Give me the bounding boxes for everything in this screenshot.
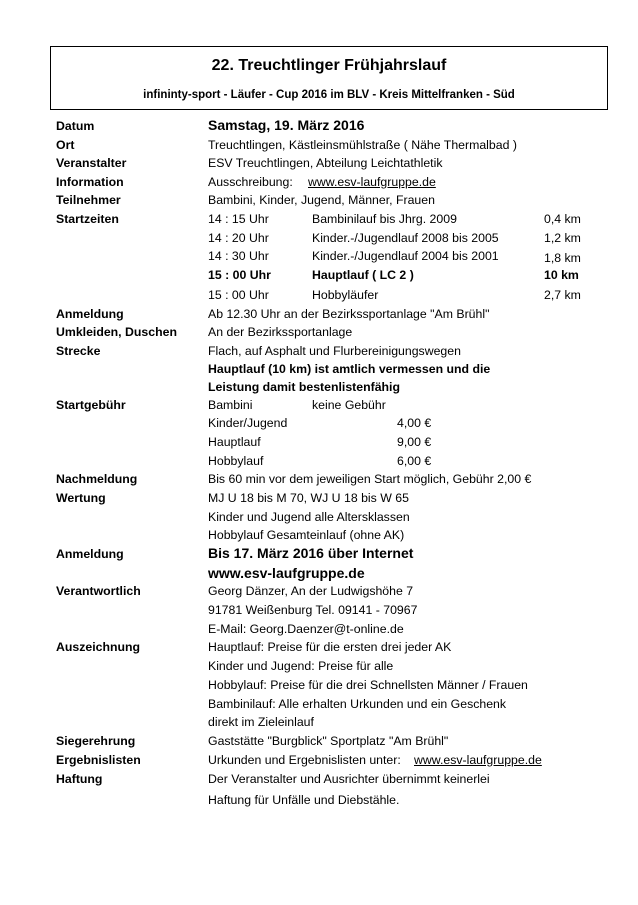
label-verantwortlich: Verantwortlich <box>56 584 141 598</box>
start-time: 14 : 15 Uhr <box>208 212 269 226</box>
label-veranstalter: Veranstalter <box>56 156 127 170</box>
label-information: Information <box>56 175 124 189</box>
label-teilnehmer: Teilnehmer <box>56 193 121 207</box>
fee-name: Hauptlauf <box>208 435 261 449</box>
start-time: 15 : 00 Uhr <box>208 288 269 302</box>
start-race: Kinder.-/Jugendlauf 2004 bis 2001 <box>312 249 499 263</box>
value-ort: Treuchtlingen, Kästleinsmühlstraße ( Nähe Thermalbad ) <box>208 138 517 152</box>
start-race: Kinder.-/Jugendlauf 2008 bis 2005 <box>312 231 499 245</box>
value-nachmeldung: Bis 60 min vor dem jeweiligen Start möglich, Gebühr 2,00 € <box>208 472 532 486</box>
value-anmeldung-deadline: Bis 17. März 2016 über Internet <box>208 545 414 561</box>
label-umkleiden: Umkleiden, Duschen <box>56 325 177 339</box>
value-teilnehmer: Bambini, Kinder, Jugend, Männer, Frauen <box>208 193 435 207</box>
header-box <box>50 46 608 110</box>
page-subtitle: infininty-sport - Läufer - Cup 2016 im BLV - Kreis Mittelfranken - Süd <box>143 89 515 101</box>
information-link[interactable]: www.esv-laufgruppe.de <box>308 175 436 189</box>
value-auszeichnung: Bambinilauf: Alle erhalten Urkunden und ein Geschenk <box>208 697 507 711</box>
value-veranstalter: ESV Treuchtlingen, Abteilung Leichtathletik <box>208 156 443 170</box>
label-startzeiten: Startzeiten <box>56 212 119 226</box>
start-distance: 0,4 km <box>544 212 581 226</box>
value-wertung: Kinder und Jugend alle Altersklassen <box>208 510 410 524</box>
start-time: 14 : 30 Uhr <box>208 249 269 263</box>
value-umkleiden: An der Bezirkssportanlage <box>208 325 353 339</box>
value-strecke: Flach, auf Asphalt und Flurbereinigungswegen <box>208 344 461 358</box>
start-distance: 10 km <box>544 268 579 282</box>
value-datum: Samstag, 19. März 2016 <box>208 117 365 133</box>
fee-name: Bambini <box>208 398 253 412</box>
fee-name: Kinder/Jugend <box>208 416 288 430</box>
ergebnislisten-link[interactable]: www.esv-laufgruppe.de <box>414 753 542 767</box>
label-ort: Ort <box>56 138 75 152</box>
label-startgebuehr: Startgebühr <box>56 398 126 412</box>
value-verantwortlich-email: E-Mail: Georg.Daenzer@t-online.de <box>208 622 404 636</box>
label-nachmeldung: Nachmeldung <box>56 472 138 486</box>
fee-name: Hobbylauf <box>208 454 264 468</box>
fee-amount: 6,00 € <box>397 454 432 468</box>
start-race: Hobbyläufer <box>312 288 379 302</box>
value-auszeichnung: Hobbylauf: Preise für die drei Schnellsten Männer / Frauen <box>208 678 528 692</box>
value-information-prefix: Ausschreibung: <box>208 175 293 189</box>
fee-amount: keine Gebühr <box>312 398 386 412</box>
start-distance: 1,2 km <box>544 231 581 245</box>
label-anmeldung-internet: Anmeldung <box>56 547 124 561</box>
page-title: 22. Treuchtlinger Frühjahrslauf <box>211 57 447 74</box>
label-anmeldung: Anmeldung <box>56 307 124 321</box>
label-auszeichnung: Auszeichnung <box>56 640 141 654</box>
value-auszeichnung: Kinder und Jugend: Preise für alle <box>208 659 394 673</box>
value-auszeichnung: direkt im Zieleinlauf <box>208 715 314 729</box>
value-verantwortlich: 91781 Weißenburg Tel. 09141 - 70967 <box>208 603 418 617</box>
start-race: Bambinilauf bis Jhrg. 2009 <box>312 212 457 226</box>
label-wertung: Wertung <box>56 491 106 505</box>
value-auszeichnung: Hauptlauf: Preise für die ersten drei jeder AK <box>208 640 452 654</box>
value-siegerehrung: Gaststätte "Burgblick" Sportplatz "Am Brühl" <box>208 734 449 748</box>
value-anmeldung-url[interactable]: www.esv-laufgruppe.de <box>208 565 365 581</box>
value-wertung: Hobbylauf Gesamteinlauf (ohne AK) <box>208 528 405 542</box>
start-race: Hauptlauf ( LC 2 ) <box>312 268 414 282</box>
label-datum: Datum <box>56 119 95 133</box>
value-verantwortlich: Georg Dänzer, An der Ludwigshöhe 7 <box>208 584 414 598</box>
label-ergebnislisten: Ergebnislisten <box>56 753 141 767</box>
label-haftung: Haftung <box>56 772 103 786</box>
label-strecke: Strecke <box>56 344 101 358</box>
fee-amount: 9,00 € <box>397 435 432 449</box>
value-haftung: Der Veranstalter und Ausrichter übernimmt keinerlei <box>208 772 490 786</box>
value-strecke-bold: Hauptlauf (10 km) ist amtlich vermessen und die <box>208 362 491 376</box>
value-haftung: Haftung für Unfälle und Diebstähle. <box>208 793 400 807</box>
value-strecke-bold: Leistung damit bestenlistenfähig <box>208 380 400 394</box>
value-wertung: MJ U 18 bis M 70, WJ U 18 bis W 65 <box>208 491 409 505</box>
start-time: 15 : 00 Uhr <box>208 268 271 282</box>
value-anmeldung: Ab 12.30 Uhr an der Bezirkssportanlage "Am Brühl" <box>208 307 490 321</box>
start-distance: 2,7 km <box>544 288 581 302</box>
start-time: 14 : 20 Uhr <box>208 231 269 245</box>
value-ergebnislisten-prefix: Urkunden und Ergebnislisten unter: <box>208 753 401 767</box>
fee-amount: 4,00 € <box>397 416 432 430</box>
start-distance: 1,8 km <box>544 251 581 265</box>
label-siegerehrung: Siegerehrung <box>56 734 136 748</box>
